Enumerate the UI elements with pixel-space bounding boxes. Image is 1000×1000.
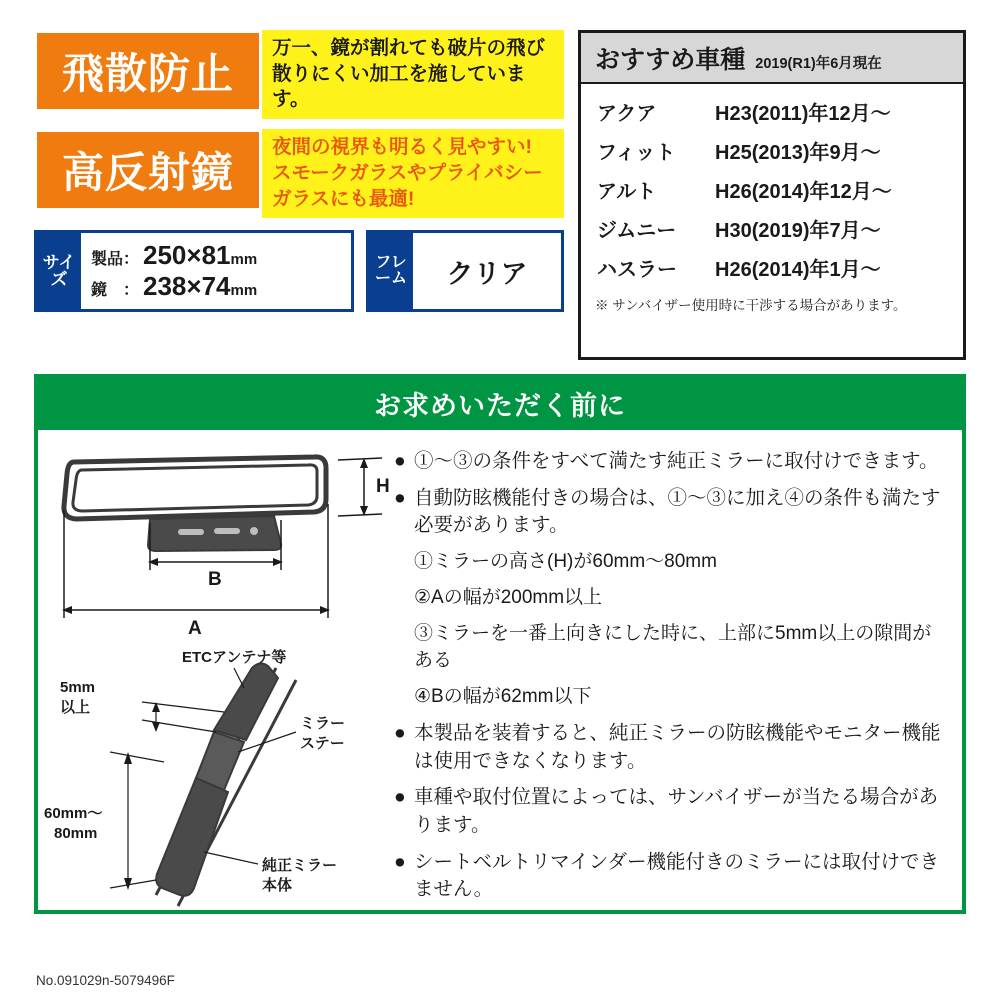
condition-2: ②Aの幅が200mm以上: [414, 587, 603, 609]
bullet-dot-icon: ●: [394, 450, 406, 472]
model-spec: H26(2014)年12月～: [715, 181, 892, 203]
bullet-text: 車種や取付位置によっては、サンバイザーが当たる場合があります。: [414, 786, 939, 836]
size-row-product: [91, 240, 343, 271]
list-item: [581, 248, 963, 287]
feature-desc-line: ガラスにも最適!: [272, 187, 415, 210]
recommended-header: [581, 33, 963, 84]
recommended-date: 2019(R1)年6月現在: [755, 56, 882, 72]
panel-body: [38, 430, 962, 920]
bullet-item: [394, 485, 944, 540]
label-stay-1: ミラー: [300, 715, 346, 732]
size-key: 製品：: [91, 251, 140, 269]
list-item: [581, 209, 963, 248]
size-value: 250×81: [143, 240, 231, 271]
size-box: [34, 230, 354, 312]
bullet-item: [394, 720, 944, 775]
bullet-item: [394, 784, 944, 839]
recommended-models-box: [578, 30, 966, 360]
label-h: H: [376, 476, 390, 497]
label-a: A: [188, 618, 202, 639]
bullet-text: 自動防眩機能付きの場合は、①～③に加え④の条件も満たす必要があります。: [414, 486, 941, 537]
top-section: [34, 30, 966, 360]
feature-desc-line: 散りにくい加工を施しています。: [272, 62, 526, 111]
model-spec: H26(2014)年1月～: [715, 259, 881, 281]
label-height-2: 80mm: [54, 825, 98, 842]
bullet-text: 本製品を装着すると、純正ミラーの防眩機能やモニター機能は使用できなくなります。: [414, 721, 941, 772]
bullet-dot-icon: ●: [394, 486, 406, 509]
left-column: [34, 30, 564, 360]
before-purchase-panel: [34, 374, 966, 914]
frame-label: フレーム: [369, 233, 413, 309]
model-spec: H23(2011)年12月～: [715, 103, 891, 125]
label-body-1: 純正ミラー: [262, 857, 338, 874]
recommended-list: [581, 84, 963, 287]
conditions-column: [390, 440, 962, 920]
frame-value: クリア: [446, 258, 528, 289]
list-item: [581, 131, 963, 170]
label-height-1: 60mm～: [44, 805, 103, 822]
label-b: B: [208, 569, 222, 590]
condition-1: ①ミラーの高さ(H)が60mm～80mm: [414, 551, 717, 573]
bullet-dot-icon: ●: [394, 786, 406, 809]
model-name: アルト: [597, 181, 657, 203]
label-etc: ETCアンテナ等: [182, 649, 287, 666]
size-unit: mm: [230, 251, 258, 269]
recommended-note: ※ サンバイザー使用時に干渉する場合があります。: [595, 298, 907, 313]
feature-desc-line: スモークガラスやプライバシー: [272, 161, 543, 184]
right-column: [578, 30, 966, 360]
model-spec: H25(2013)年9月～: [715, 142, 881, 164]
label-gap-1: 5mm: [60, 679, 96, 696]
feature-desc-line: 夜間の視界も明るく見やすい!: [272, 136, 532, 159]
model-name: ジムニー: [597, 220, 677, 242]
feature-tag-high-reflection: 高反射鏡: [34, 129, 262, 211]
condition-3: ③ミラーを一番上向きにした時に、上部に5mm以上の隙間がある: [414, 623, 932, 671]
recommended-title: おすすめ車種: [595, 46, 746, 74]
footer-product-code: No.091029n-5079496F: [36, 973, 175, 988]
size-frame-row: [34, 230, 564, 312]
frame-box: [366, 230, 564, 312]
feature-desc-high-reflection: [262, 129, 564, 218]
label-stay-2: ステー: [300, 735, 345, 752]
size-key: 鏡 ：: [91, 282, 140, 300]
condition-4: ④Bの幅が62mm以下: [414, 685, 592, 707]
model-spec: H30(2019)年7月～: [715, 220, 881, 242]
size-label: サイズ: [37, 233, 81, 309]
feature-row-high-reflection: [34, 129, 564, 218]
bullet-text: シートベルトリマインダー機能付きのミラーには取付けできません。: [414, 850, 939, 901]
size-values: [81, 233, 351, 309]
label-gap-2: 以上: [60, 699, 91, 716]
size-unit: mm: [230, 282, 258, 300]
feature-desc-line: 万一、鏡が割れても破片の飛び: [272, 37, 546, 59]
list-item: [581, 170, 963, 209]
feature-tag-shatterproof: 飛散防止: [34, 30, 262, 112]
bullet-dot-icon: ●: [394, 721, 406, 744]
model-name: フィット: [597, 142, 676, 164]
feature-desc-shatterproof: [262, 30, 564, 119]
mirror-dimension-diagram: [38, 440, 390, 920]
list-item: [581, 92, 963, 131]
feature-row-shatterproof: [34, 30, 564, 119]
bullet-item: [394, 849, 944, 904]
size-value: 238×74: [143, 271, 231, 302]
bullet-item: [394, 448, 944, 476]
size-row-mirror: [91, 271, 343, 302]
model-name: アクア: [597, 103, 657, 125]
panel-title: お求めいただく前に: [38, 378, 962, 430]
diagram-column: [38, 440, 390, 920]
label-body-2: 本体: [262, 877, 293, 894]
bullet-dot-icon: ●: [394, 850, 406, 873]
model-name: ハスラー: [597, 259, 677, 281]
bullet-text: ①～③の条件をすべて満たす純正ミラーに取付けできます。: [414, 450, 939, 472]
